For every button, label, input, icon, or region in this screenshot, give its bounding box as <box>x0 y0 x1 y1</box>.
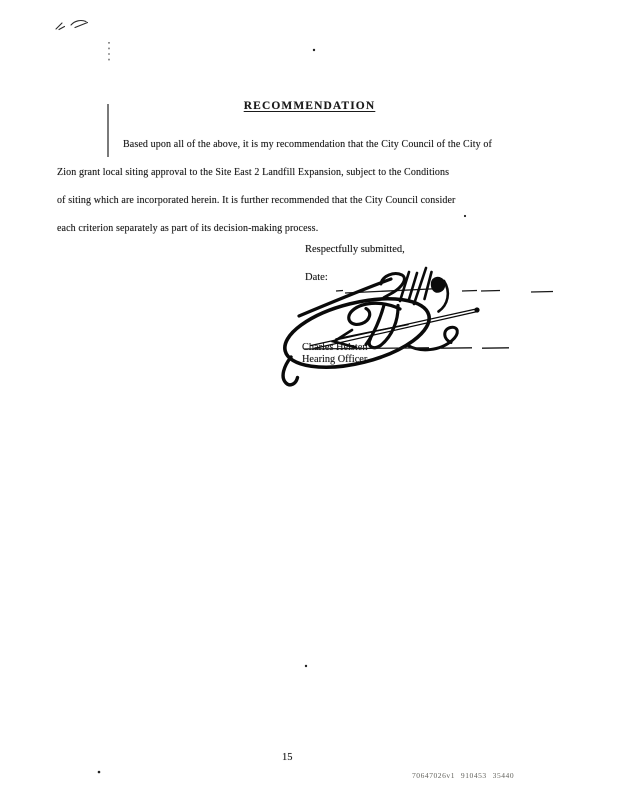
recommendation-paragraph <box>57 131 529 243</box>
date-line <box>336 289 553 294</box>
paragraph-line: each criterion separately as part of its decision-making process. <box>57 223 319 234</box>
paragraph-line: Zion grant local siting approval to the Site East 2 Landfill Expansion, subject to the Conditions <box>57 167 450 178</box>
page-number: 15 <box>282 752 293 763</box>
signer-name: Charles Helsten <box>302 342 368 353</box>
corner-scribble-mark <box>56 21 88 30</box>
salutation: Respectfully submitted, <box>305 244 405 255</box>
date-label: Date: <box>305 272 328 283</box>
signature-scrawl <box>278 286 480 385</box>
signer-title: Hearing Officer <box>302 354 368 366</box>
footer-document-code: 70647026v1 910453 35440 <box>412 771 515 780</box>
section-heading: RECOMMENDATION <box>243 100 376 112</box>
paragraph-line: Based upon all of the above, it is my recommendation that the City Council of the City of <box>123 139 492 150</box>
paragraph-line: of siting which are incorporated herein. It is further recommended that the City Council consider <box>57 195 456 206</box>
signature-block <box>302 342 367 366</box>
